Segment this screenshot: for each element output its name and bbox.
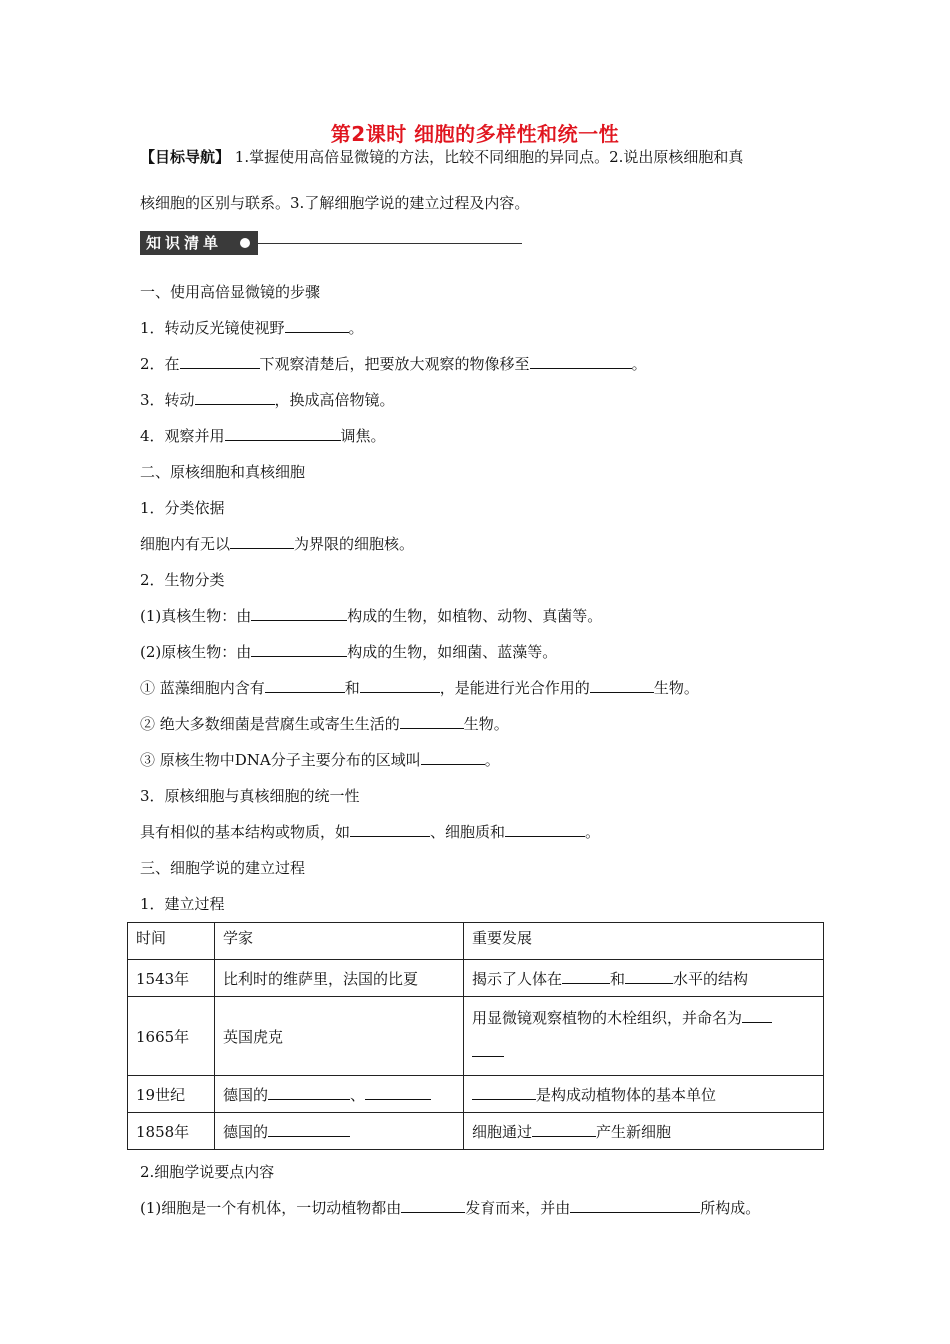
blank [268, 1122, 350, 1137]
step-1: 1．转动反光镜使视野 。 [140, 319, 364, 337]
blank [570, 1198, 700, 1213]
bacteria-line: ② 绝大多数细菌是营腐生或寄生生活的 生物。 [140, 715, 509, 733]
banner-dot-icon [240, 238, 250, 248]
table-row [128, 923, 824, 960]
prokaryote-line: (2)原核生物：由 构成的生物，如细菌、蓝藻等。 [140, 643, 558, 661]
banner-rule [258, 243, 522, 244]
unity-line: 具有相似的基本结构或物质，如 、细胞质和 。 [140, 823, 601, 841]
blank [285, 318, 349, 333]
blank [195, 390, 275, 405]
blank [365, 1085, 431, 1100]
table-row: 1543年 比利时的维萨里，法国的比夏 揭示了人体在 和 水平的结构 [128, 960, 824, 997]
basis-line: 细胞内有无以 为界限的细胞核。 [140, 535, 415, 553]
lesson-title: 第2课时 细胞的多样性和统一性 [330, 122, 620, 146]
goal-text-2: 核细胞的区别与联系。3.了解细胞学说的建立过程及内容。 [140, 194, 530, 212]
blank [350, 822, 430, 837]
blank [530, 354, 632, 369]
banner-label: 知识清单 [140, 231, 258, 255]
table-row: 1665年 英国虎克 用显微镜观察植物的木栓组织，并命名为 [128, 997, 824, 1076]
theory-points-heading: 2.细胞学说要点内容 [140, 1163, 275, 1181]
unity-heading: 3．原核细胞与真核细胞的统一性 [140, 787, 360, 805]
blank [265, 678, 345, 693]
goal-label: 【目标导航】 [140, 148, 231, 166]
theory-point-1: (1)细胞是一个有机体，一切动植物都由 发育而来，并由 所构成。 [140, 1199, 761, 1217]
section-3-heading: 三、细胞学说的建立过程 [140, 859, 306, 877]
eukaryote-line: (1)真核生物：由 构成的生物，如植物、动物、真菌等。 [140, 607, 603, 625]
blank [251, 642, 347, 657]
table-row: 19世纪 德国的 、 是构成动植物体的基本单位 [128, 1076, 824, 1113]
blank [505, 822, 585, 837]
blank [590, 678, 654, 693]
blank [532, 1122, 596, 1137]
header-development: 重要发展 [464, 923, 824, 960]
blank [251, 606, 347, 621]
section-1-heading: 一、使用高倍显微镜的步骤 [140, 283, 321, 301]
table-row: 1858年 德国的 细胞通过 产生新细胞 [128, 1113, 824, 1150]
goal-paragraph [140, 148, 820, 166]
blank [360, 678, 440, 693]
blank [230, 534, 294, 549]
blank [268, 1085, 350, 1100]
blank [625, 969, 673, 984]
header-scientist: 学家 [215, 923, 464, 960]
blank [421, 750, 485, 765]
step-4: 4．观察并用 调焦。 [140, 427, 386, 445]
classification-heading: 2．生物分类 [140, 571, 225, 589]
blank [472, 1042, 504, 1057]
blank [401, 1198, 465, 1213]
blank [400, 714, 464, 729]
knowledge-banner [140, 231, 525, 255]
blank [180, 354, 260, 369]
blank [472, 1085, 536, 1100]
step-2: 2．在 下观察清楚后，把要放大观察的物像移至 。 [140, 355, 647, 373]
cyanobacteria-line: ① 蓝藻细胞内含有 和 ，是能进行光合作用的 生物。 [140, 679, 699, 697]
history-table [127, 922, 824, 1150]
section-2-heading: 二、原核细胞和真核细胞 [140, 463, 306, 481]
goal-text-1: 1.掌握使用高倍显微镜的方法，比较不同细胞的异同点。2.说出原核细胞和真 [230, 148, 744, 166]
step-3: 3．转动 ，换成高倍物镜。 [140, 391, 395, 409]
header-time: 时间 [128, 923, 215, 960]
blank [562, 969, 610, 984]
dna-region-line: ③ 原核生物中DNA分子主要分布的区域叫 。 [140, 751, 500, 769]
basis-heading: 1．分类依据 [140, 499, 225, 517]
blank [742, 1008, 772, 1023]
process-heading: 1．建立过程 [140, 895, 225, 913]
blank [225, 426, 341, 441]
